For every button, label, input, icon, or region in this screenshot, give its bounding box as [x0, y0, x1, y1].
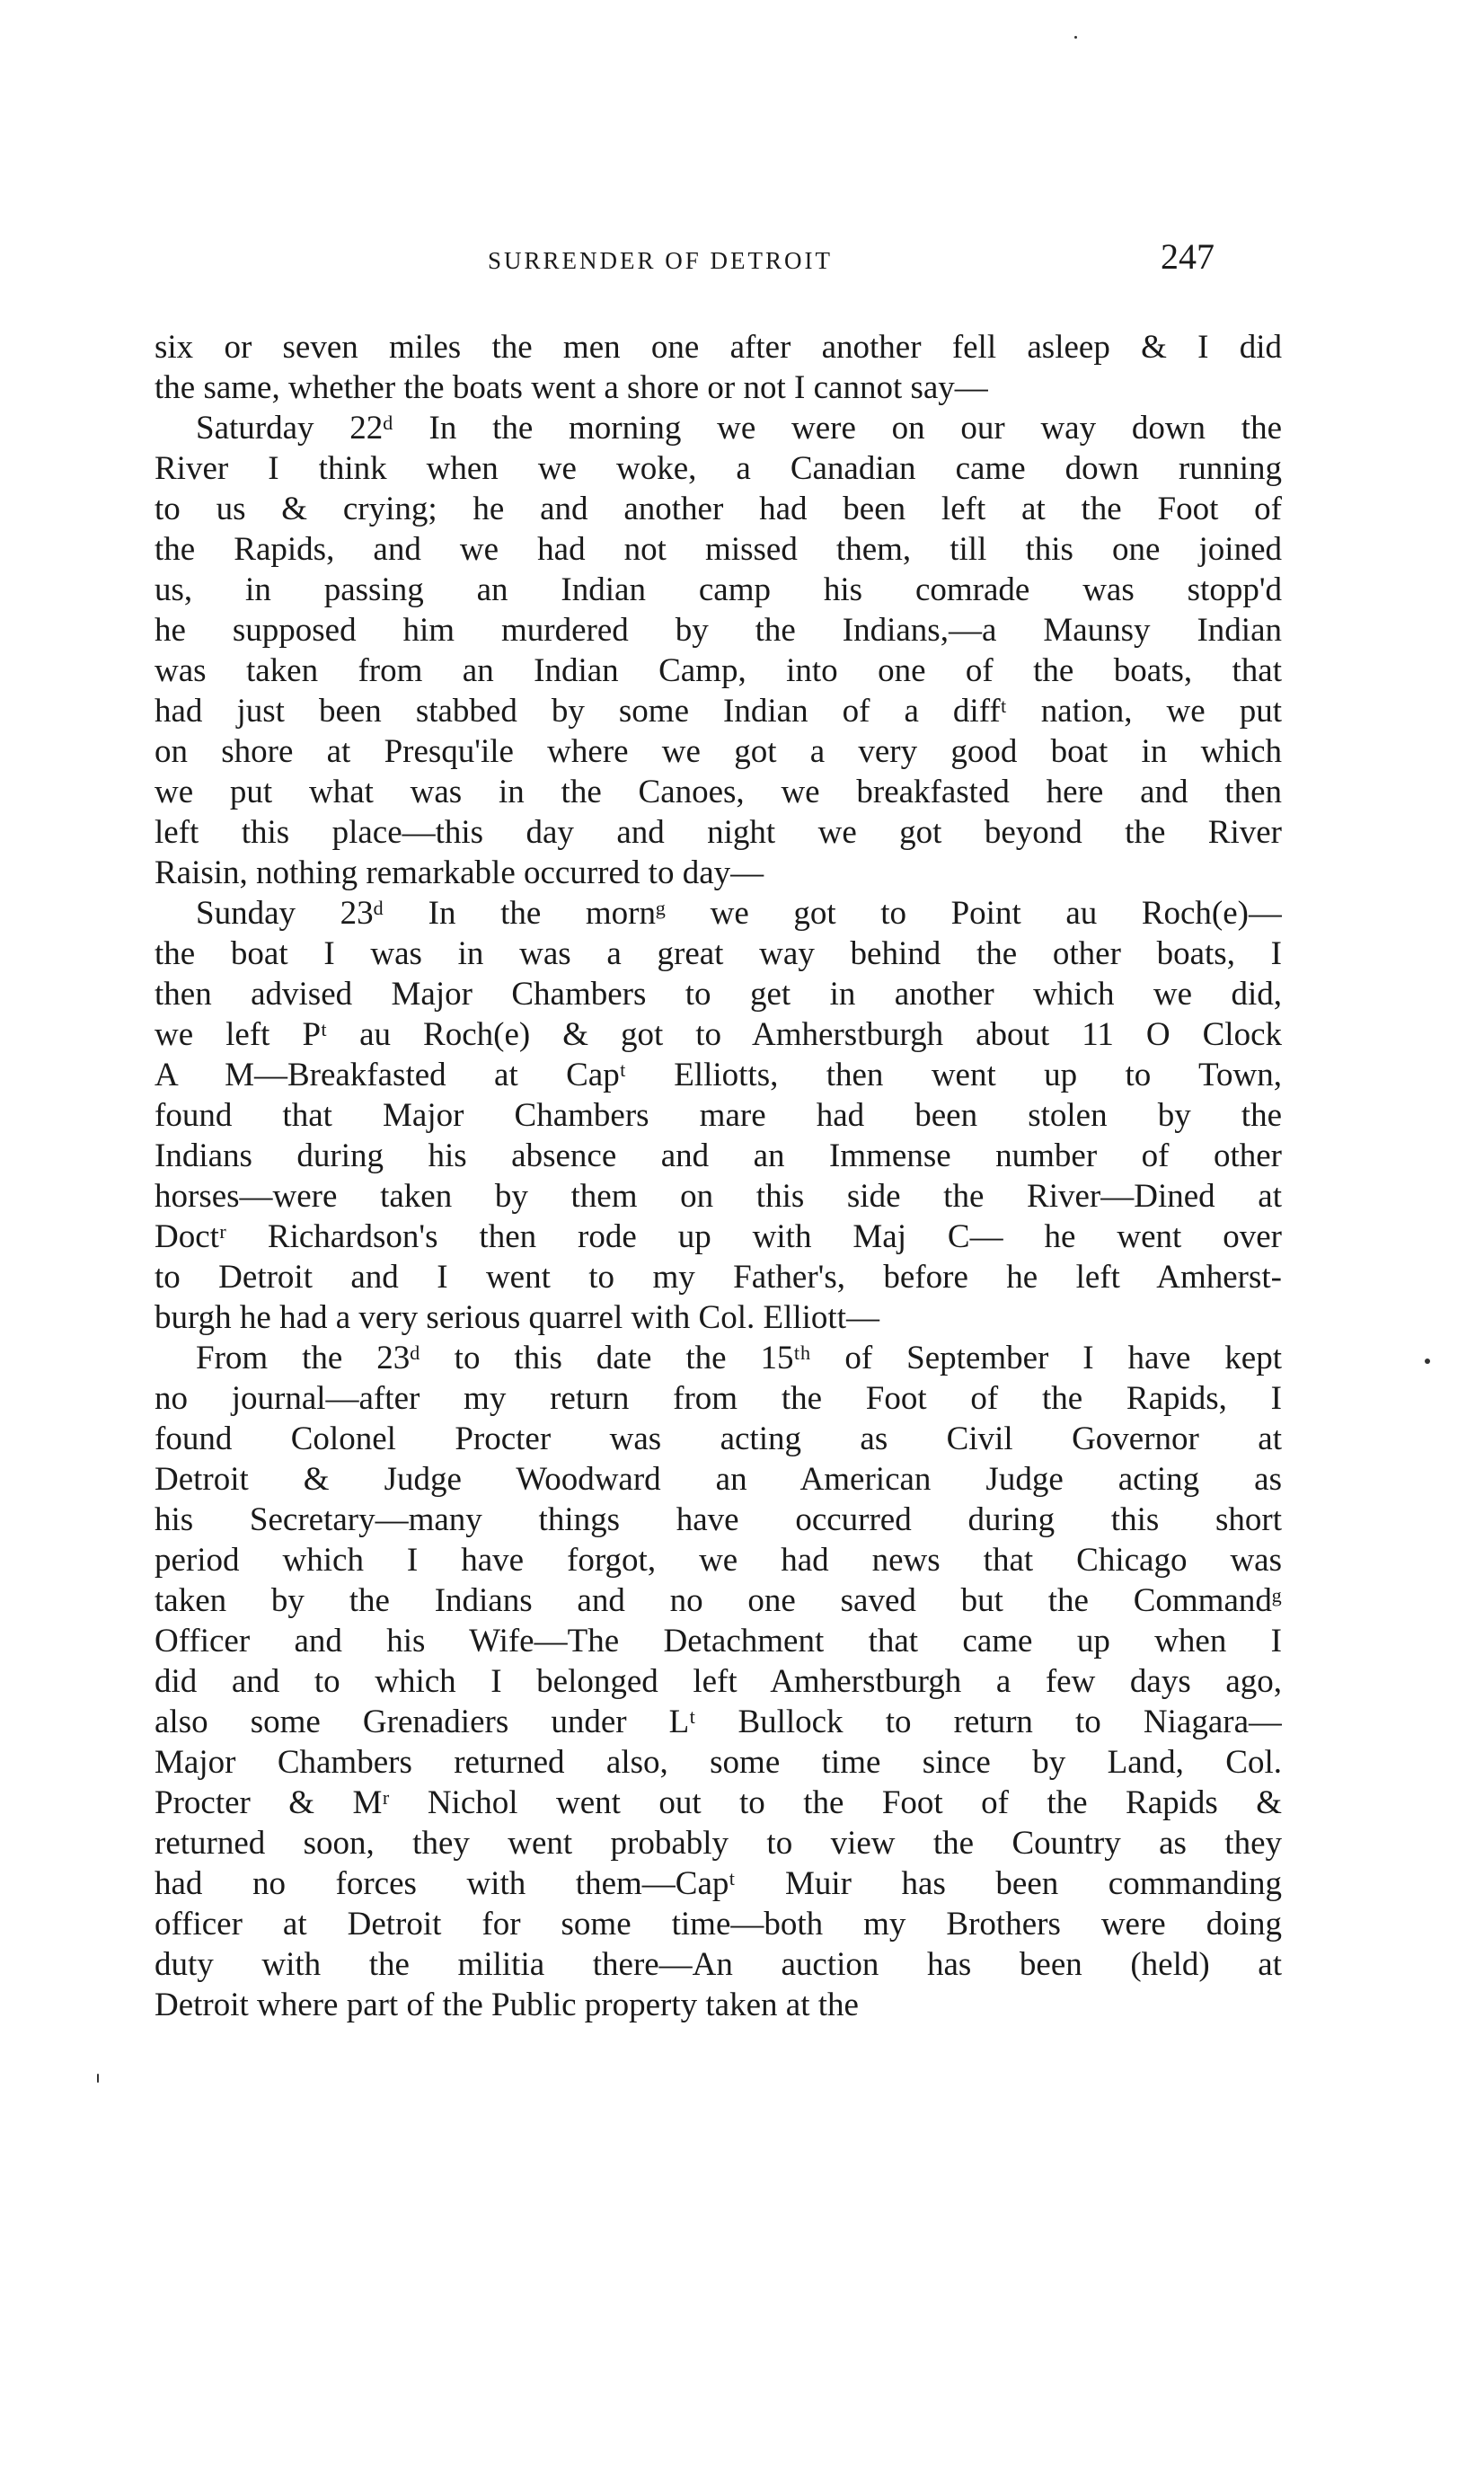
text-line: Saturday 22ᵈ In the morning we were on our way down the: [196, 410, 1282, 447]
text-line: us, in passing an Indian camp his comrade was stopp'd: [155, 571, 1282, 608]
text-line: the Rapids, and we had not missed them, till this one joined: [155, 531, 1282, 568]
text-line: officer at Detroit for some time—both my Brothers were doing: [155, 1906, 1282, 1943]
text-line: Detroit where part of the Public property taken at the: [155, 1987, 859, 2023]
ink-speck: [97, 2074, 99, 2083]
text-line: A M—Breakfasted at Capᵗ Elliotts, then went up to Town,: [155, 1057, 1282, 1093]
text-line: the boat I was in was a great way behind the other boats, I: [155, 935, 1282, 972]
text-line: the same, whether the boats went a shore or not I cannot say—: [155, 369, 988, 406]
text-line: on shore at Presqu'ile where we got a very good boat in which: [155, 733, 1282, 770]
text-line: period which I have forgot, we had news that Chicago was: [155, 1542, 1282, 1579]
text-line: had just been stabbed by some Indian of a diffᵗ nation, we put: [155, 693, 1282, 730]
text-line: six or seven miles the men one after another fell asleep & I did: [155, 329, 1282, 366]
text-line: Detroit & Judge Woodward an American Judge acting as: [155, 1461, 1282, 1498]
text-line: Doctʳ Richardson's then rode up with Maj C— he went over: [155, 1218, 1282, 1255]
text-line: Officer and his Wife—The Detachment that came up when I: [155, 1623, 1282, 1659]
text-line: Major Chambers returned also, some time since by Land, Col.: [155, 1744, 1282, 1781]
ink-speck: [1074, 36, 1077, 39]
text-line: to us & crying; he and another had been left at the Foot of: [155, 491, 1282, 527]
running-title: SURRENDER OF DETROIT: [488, 247, 834, 274]
text-line: left this place—this day and night we got beyond the River: [155, 814, 1282, 851]
text-line: we put what was in the Canoes, we breakfasted here and then: [155, 774, 1282, 810]
text-line: Raisin, nothing remarkable occurred to day—: [155, 854, 764, 891]
text-line: returned soon, they went probably to view the Country as they: [155, 1825, 1282, 1862]
text-line: did and to which I belonged left Amherstburgh a few days ago,: [155, 1663, 1282, 1700]
text-line: horses—were taken by them on this side the River—Dined at: [155, 1178, 1282, 1215]
text-line: River I think when we woke, a Canadian came down running: [155, 450, 1282, 487]
text-line: taken by the Indians and no one saved but the Commandᵍ: [155, 1582, 1282, 1619]
text-line: had no forces with them—Capᵗ Muir has been commanding: [155, 1865, 1282, 1902]
text-line: we left Pᵗ au Roch(e) & got to Amherstburgh about 11 O Clock: [155, 1016, 1282, 1053]
body-text: [155, 327, 1282, 2025]
text-line: no journal—after my return from the Foot of the Rapids, I: [155, 1380, 1282, 1417]
text-line: Indians during his absence and an Immense number of other: [155, 1137, 1282, 1174]
text-line: From the 23ᵈ to this date the 15ᵗʰ of September I have kept: [196, 1340, 1282, 1376]
text-line: found Colonel Procter was acting as Civil Governor at: [155, 1421, 1282, 1457]
page-number: 247: [1161, 236, 1215, 277]
text-line: his Secretary—many things have occurred during this short: [155, 1501, 1282, 1538]
text-line: burgh he had a very serious quarrel with Col. Elliott—: [155, 1299, 879, 1336]
text-line: also some Grenadiers under Lᵗ Bullock to return to Niagara—: [155, 1704, 1282, 1740]
text-line: he supposed him murdered by the Indians,—a Maunsy Indian: [155, 612, 1282, 649]
text-line: duty with the militia there—An auction has been (held) at: [155, 1946, 1282, 1983]
text-line: to Detroit and I went to my Father's, before he left Amherst-: [155, 1259, 1282, 1296]
text-line: was taken from an Indian Camp, into one of the boats, that: [155, 652, 1282, 689]
text-line: Sunday 23ᵈ In the mornᵍ we got to Point au Roch(e)—: [196, 895, 1282, 932]
text-line: found that Major Chambers mare had been stolen by the: [155, 1097, 1282, 1134]
ink-speck: [1425, 1359, 1430, 1364]
text-line: then advised Major Chambers to get in another which we did,: [155, 976, 1282, 1013]
text-line: Procter & Mʳ Nichol went out to the Foot of the Rapids &: [155, 1784, 1282, 1821]
